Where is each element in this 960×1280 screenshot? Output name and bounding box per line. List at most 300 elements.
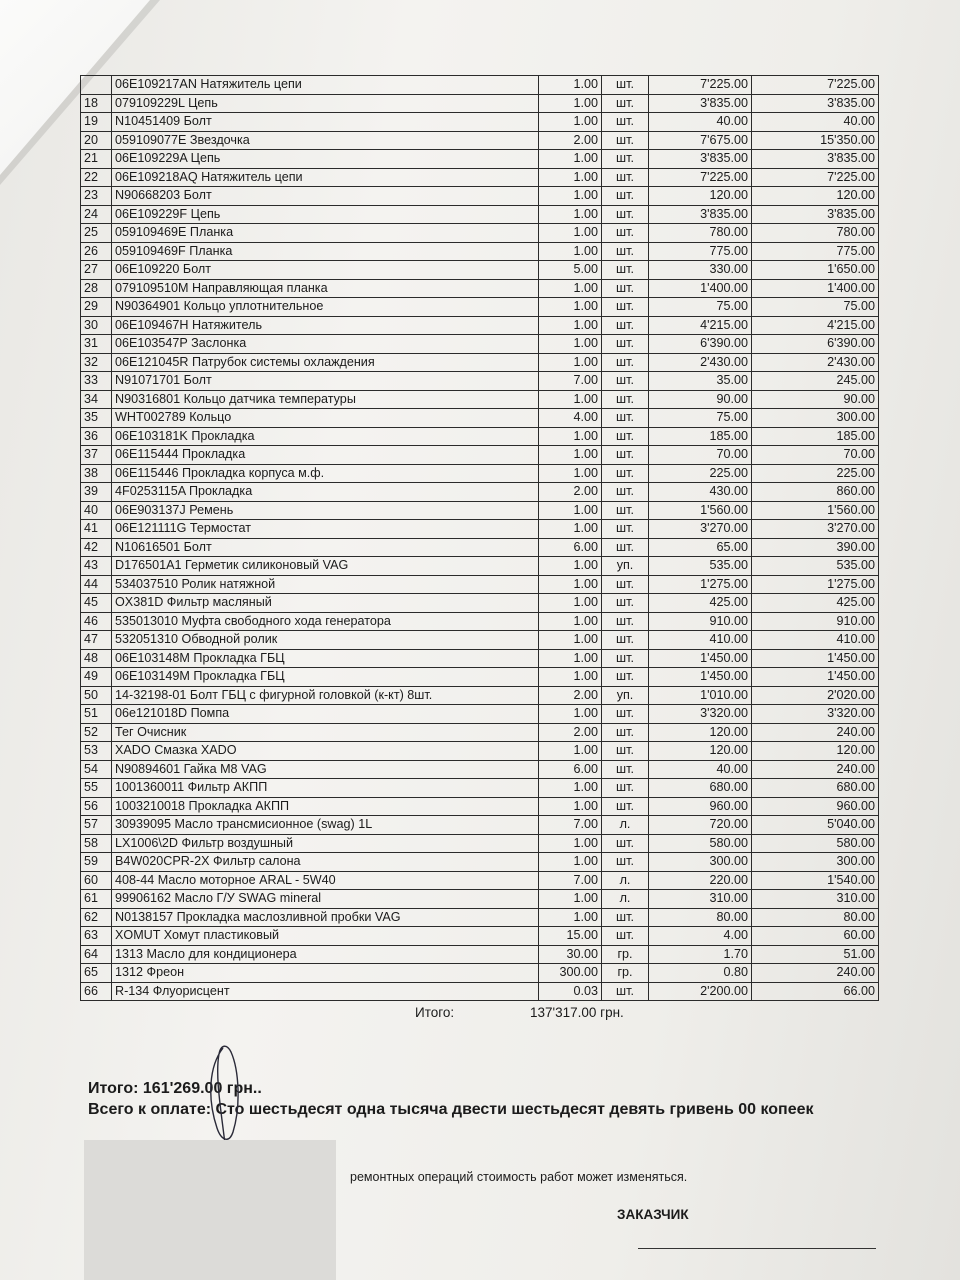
item-quantity: 1.00 (539, 649, 602, 668)
row-number: 32 (81, 353, 112, 372)
item-price: 120.00 (649, 187, 752, 206)
row-number: 35 (81, 409, 112, 428)
item-price: 960.00 (649, 797, 752, 816)
table-row (81, 705, 879, 724)
item-price: 3'320.00 (649, 705, 752, 724)
row-number: 52 (81, 723, 112, 742)
item-unit: шт. (602, 242, 649, 261)
item-price: 3'835.00 (649, 150, 752, 169)
item-name: LX1006\2D Фильтр воздушный (112, 834, 539, 853)
item-name: 06E109229A Цепь (112, 150, 539, 169)
item-name: 06E115444 Прокладка (112, 446, 539, 465)
item-quantity: 2.00 (539, 131, 602, 150)
item-quantity: 1.00 (539, 779, 602, 798)
item-unit: шт. (602, 390, 649, 409)
item-unit: шт. (602, 298, 649, 317)
table-row (81, 853, 879, 872)
item-name: 14-32198-01 Болт ГБЦ с фигурной головкой (к-кт) 8шт. (112, 686, 539, 705)
item-unit: шт. (602, 668, 649, 687)
item-unit: шт. (602, 594, 649, 613)
table-row (81, 187, 879, 206)
item-quantity: 2.00 (539, 723, 602, 742)
item-name: Тег Очисник (112, 723, 539, 742)
item-name: 532051310 Обводной ролик (112, 631, 539, 650)
item-unit: гр. (602, 945, 649, 964)
item-name: 06E121045R Патрубок системы охлаждения (112, 353, 539, 372)
item-sum: 310.00 (752, 890, 879, 909)
item-name: 059109469E Планка (112, 224, 539, 243)
item-sum: 535.00 (752, 557, 879, 576)
item-unit: шт. (602, 131, 649, 150)
row-number: 58 (81, 834, 112, 853)
item-sum: 66.00 (752, 982, 879, 1001)
item-sum: 15'350.00 (752, 131, 879, 150)
item-price: 40.00 (649, 113, 752, 132)
row-number: 25 (81, 224, 112, 243)
table-row (81, 575, 879, 594)
subtotal-label: Итого: (415, 1005, 455, 1020)
item-quantity: 1.00 (539, 94, 602, 113)
item-sum: 3'835.00 (752, 150, 879, 169)
item-unit: шт. (602, 150, 649, 169)
item-name: 1312 Фреон (112, 964, 539, 983)
table-row (81, 742, 879, 761)
item-name: 1313 Масло для кондиционера (112, 945, 539, 964)
row-number: 53 (81, 742, 112, 761)
table-row (81, 668, 879, 687)
item-name: 06E109467H Натяжитель (112, 316, 539, 335)
table-row (81, 631, 879, 650)
table-row (81, 409, 879, 428)
item-unit: шт. (602, 612, 649, 631)
item-unit: гр. (602, 964, 649, 983)
row-number: 66 (81, 982, 112, 1001)
row-number: 33 (81, 372, 112, 391)
item-quantity: 5.00 (539, 261, 602, 280)
item-sum: 60.00 (752, 927, 879, 946)
table-row (81, 723, 879, 742)
item-price: 720.00 (649, 816, 752, 835)
row-number: 50 (81, 686, 112, 705)
item-quantity: 1.00 (539, 501, 602, 520)
item-unit: шт. (602, 261, 649, 280)
item-sum: 1'400.00 (752, 279, 879, 298)
item-unit: шт. (602, 353, 649, 372)
table-row (81, 298, 879, 317)
item-name: 06E109220 Болт (112, 261, 539, 280)
item-sum: 7'225.00 (752, 168, 879, 187)
row-number: 64 (81, 945, 112, 964)
item-quantity: 1.00 (539, 279, 602, 298)
item-name: B4W020CPR-2X Фильтр салона (112, 853, 539, 872)
item-quantity: 7.00 (539, 871, 602, 890)
row-number: 30 (81, 316, 112, 335)
row-number: 45 (81, 594, 112, 613)
item-sum: 51.00 (752, 945, 879, 964)
item-sum: 240.00 (752, 723, 879, 742)
item-quantity: 1.00 (539, 594, 602, 613)
subtotal-value: 137'317.00 грн. (530, 1005, 624, 1020)
item-price: 775.00 (649, 242, 752, 261)
item-price: 70.00 (649, 446, 752, 465)
row-number: 23 (81, 187, 112, 206)
table-row (81, 871, 879, 890)
item-quantity: 1.00 (539, 205, 602, 224)
item-sum: 225.00 (752, 464, 879, 483)
item-price: 410.00 (649, 631, 752, 650)
item-quantity: 1.00 (539, 668, 602, 687)
item-price: 7'225.00 (649, 76, 752, 95)
table-row (81, 316, 879, 335)
item-sum: 120.00 (752, 187, 879, 206)
item-sum: 1'560.00 (752, 501, 879, 520)
item-price: 1'400.00 (649, 279, 752, 298)
item-sum: 75.00 (752, 298, 879, 317)
row-number: 28 (81, 279, 112, 298)
table-row (81, 261, 879, 280)
row-number: 61 (81, 890, 112, 909)
item-unit: шт. (602, 723, 649, 742)
row-number: 62 (81, 908, 112, 927)
table-row (81, 372, 879, 391)
table-row (81, 686, 879, 705)
item-unit: шт. (602, 538, 649, 557)
table-row (81, 242, 879, 261)
item-price: 6'390.00 (649, 335, 752, 354)
item-name: 06E109229F Цепь (112, 205, 539, 224)
item-name: 06E103149M Прокладка ГБЦ (112, 668, 539, 687)
item-name: OX381D Фильтр масляный (112, 594, 539, 613)
table-row (81, 427, 879, 446)
row-number: 27 (81, 261, 112, 280)
table-row (81, 94, 879, 113)
item-price: 300.00 (649, 853, 752, 872)
item-sum: 910.00 (752, 612, 879, 631)
item-price: 75.00 (649, 409, 752, 428)
table-row (81, 927, 879, 946)
item-unit: шт. (602, 760, 649, 779)
item-price: 7'225.00 (649, 168, 752, 187)
item-price: 1.70 (649, 945, 752, 964)
item-price: 7'675.00 (649, 131, 752, 150)
item-quantity: 1.00 (539, 298, 602, 317)
row-number: 59 (81, 853, 112, 872)
row-number: 24 (81, 205, 112, 224)
table-row (81, 945, 879, 964)
handwritten-mark (195, 1040, 255, 1150)
item-quantity: 1.00 (539, 853, 602, 872)
table-row (81, 76, 879, 95)
item-name: XADO Смазка XADO (112, 742, 539, 761)
item-price: 535.00 (649, 557, 752, 576)
amount-in-words: Всего к оплате: Сто шестьдесят одна тысяча двести шестьдесят девять гривень 00 копеек (88, 1101, 814, 1118)
item-sum: 245.00 (752, 372, 879, 391)
item-name: 06E121111G Термостат (112, 520, 539, 539)
item-quantity: 1.00 (539, 187, 602, 206)
table-row (81, 446, 879, 465)
redacted-area (84, 1140, 336, 1280)
item-sum: 240.00 (752, 760, 879, 779)
item-sum: 3'270.00 (752, 520, 879, 539)
item-quantity: 1.00 (539, 427, 602, 446)
item-unit: шт. (602, 335, 649, 354)
row-number: 37 (81, 446, 112, 465)
row-number: 22 (81, 168, 112, 187)
item-sum: 960.00 (752, 797, 879, 816)
item-name: N10616501 Болт (112, 538, 539, 557)
item-price: 1'450.00 (649, 668, 752, 687)
item-quantity: 2.00 (539, 483, 602, 502)
item-price: 90.00 (649, 390, 752, 409)
footer-note: ремонтных операций стоимость работ может изменяться. (350, 1170, 688, 1184)
table-row (81, 797, 879, 816)
item-sum: 185.00 (752, 427, 879, 446)
item-price: 330.00 (649, 261, 752, 280)
item-quantity: 1.00 (539, 908, 602, 927)
item-name: N10451409 Болт (112, 113, 539, 132)
table-row (81, 779, 879, 798)
item-name: 079109510M Направляющая планка (112, 279, 539, 298)
item-price: 3'270.00 (649, 520, 752, 539)
row-number: 42 (81, 538, 112, 557)
item-unit: шт. (602, 464, 649, 483)
row-number: 38 (81, 464, 112, 483)
item-name: 535013010 Муфта свободного хода генератора (112, 612, 539, 631)
row-number: 55 (81, 779, 112, 798)
item-sum: 120.00 (752, 742, 879, 761)
item-quantity: 1.00 (539, 557, 602, 576)
item-unit: шт. (602, 372, 649, 391)
item-quantity: 300.00 (539, 964, 602, 983)
row-number: 36 (81, 427, 112, 446)
row-number (81, 76, 112, 95)
item-unit: шт. (602, 575, 649, 594)
item-quantity: 6.00 (539, 538, 602, 557)
item-price: 120.00 (649, 742, 752, 761)
item-quantity: 15.00 (539, 927, 602, 946)
item-price: 80.00 (649, 908, 752, 927)
item-unit: шт. (602, 94, 649, 113)
table-row (81, 908, 879, 927)
row-number: 34 (81, 390, 112, 409)
item-sum: 410.00 (752, 631, 879, 650)
table-row (81, 150, 879, 169)
row-number: 49 (81, 668, 112, 687)
table-row (81, 483, 879, 502)
item-price: 1'010.00 (649, 686, 752, 705)
item-sum: 300.00 (752, 853, 879, 872)
item-quantity: 4.00 (539, 409, 602, 428)
item-price: 2'430.00 (649, 353, 752, 372)
item-sum: 390.00 (752, 538, 879, 557)
item-quantity: 7.00 (539, 372, 602, 391)
row-number: 54 (81, 760, 112, 779)
item-price: 430.00 (649, 483, 752, 502)
table-row (81, 501, 879, 520)
item-name: 06e121018D Помпа (112, 705, 539, 724)
table-row (81, 964, 879, 983)
table-row (81, 335, 879, 354)
table-row (81, 982, 879, 1001)
item-price: 1'450.00 (649, 649, 752, 668)
row-number: 31 (81, 335, 112, 354)
item-quantity: 1.00 (539, 150, 602, 169)
item-name: D176501A1 Герметик силиконовый VAG (112, 557, 539, 576)
item-quantity: 1.00 (539, 742, 602, 761)
item-quantity: 1.00 (539, 464, 602, 483)
item-sum: 425.00 (752, 594, 879, 613)
item-sum: 1'275.00 (752, 575, 879, 594)
item-quantity: 1.00 (539, 446, 602, 465)
table-row (81, 113, 879, 132)
table-row (81, 224, 879, 243)
item-name: 06E903137J Ремень (112, 501, 539, 520)
item-quantity: 2.00 (539, 686, 602, 705)
item-sum: 860.00 (752, 483, 879, 502)
item-unit: шт. (602, 742, 649, 761)
item-price: 225.00 (649, 464, 752, 483)
subtotal-line (80, 1005, 862, 1025)
item-unit: шт. (602, 316, 649, 335)
table-row (81, 760, 879, 779)
item-unit: шт. (602, 501, 649, 520)
item-price: 220.00 (649, 871, 752, 890)
item-sum: 2'020.00 (752, 686, 879, 705)
item-quantity: 7.00 (539, 816, 602, 835)
table-row (81, 390, 879, 409)
item-name: 408-44 Масло моторное ARAL - 5W40 (112, 871, 539, 890)
item-unit: шт. (602, 631, 649, 650)
item-price: 310.00 (649, 890, 752, 909)
row-number: 21 (81, 150, 112, 169)
item-quantity: 1.00 (539, 168, 602, 187)
item-name: 079109229L Цепь (112, 94, 539, 113)
table-row (81, 353, 879, 372)
table-row (81, 131, 879, 150)
item-name: N90894601 Гайка M8 VAG (112, 760, 539, 779)
row-number: 26 (81, 242, 112, 261)
item-price: 120.00 (649, 723, 752, 742)
item-unit: шт. (602, 834, 649, 853)
item-sum: 780.00 (752, 224, 879, 243)
item-name: N0138157 Прокладка маслозливной пробки VAG (112, 908, 539, 927)
item-name: 06E103547P Заслонка (112, 335, 539, 354)
item-name: N90364901 Кольцо уплотнительное (112, 298, 539, 317)
item-quantity: 1.00 (539, 834, 602, 853)
item-unit: шт. (602, 483, 649, 502)
item-sum: 40.00 (752, 113, 879, 132)
item-quantity: 1.00 (539, 113, 602, 132)
table-row (81, 612, 879, 631)
table-row (81, 834, 879, 853)
item-name: 30939095 Масло трансмисионное (swag) 1L (112, 816, 539, 835)
grand-total: Итого: 161'269.00 грн.. (88, 1080, 262, 1097)
item-name: XOMUT Хомут пластиковый (112, 927, 539, 946)
row-number: 19 (81, 113, 112, 132)
item-price: 580.00 (649, 834, 752, 853)
item-price: 4.00 (649, 927, 752, 946)
item-quantity: 1.00 (539, 890, 602, 909)
table-row (81, 890, 879, 909)
item-price: 0.80 (649, 964, 752, 983)
item-unit: уп. (602, 557, 649, 576)
item-quantity: 1.00 (539, 316, 602, 335)
row-number: 46 (81, 612, 112, 631)
item-sum: 775.00 (752, 242, 879, 261)
item-sum: 1'650.00 (752, 261, 879, 280)
item-unit: шт. (602, 982, 649, 1001)
row-number: 43 (81, 557, 112, 576)
item-name: 1003210018 Прокладка АКПП (112, 797, 539, 816)
item-price: 2'200.00 (649, 982, 752, 1001)
item-name: 1001360011 Фильтр АКПП (112, 779, 539, 798)
item-price: 780.00 (649, 224, 752, 243)
row-number: 44 (81, 575, 112, 594)
item-price: 680.00 (649, 779, 752, 798)
row-number: 57 (81, 816, 112, 835)
item-unit: шт. (602, 113, 649, 132)
item-name: WHT002789 Кольцо (112, 409, 539, 428)
item-name: R-134 Флуорисцент (112, 982, 539, 1001)
item-quantity: 30.00 (539, 945, 602, 964)
item-quantity: 6.00 (539, 760, 602, 779)
table-row (81, 168, 879, 187)
table-row (81, 816, 879, 835)
item-unit: шт. (602, 853, 649, 872)
parts-table (80, 75, 879, 1001)
item-quantity: 1.00 (539, 335, 602, 354)
item-sum: 2'430.00 (752, 353, 879, 372)
item-price: 425.00 (649, 594, 752, 613)
item-quantity: 1.00 (539, 575, 602, 594)
row-number: 63 (81, 927, 112, 946)
item-sum: 3'320.00 (752, 705, 879, 724)
item-unit: шт. (602, 224, 649, 243)
signature-line (638, 1248, 876, 1249)
item-name: N91071701 Болт (112, 372, 539, 391)
item-unit: шт. (602, 797, 649, 816)
item-unit: шт. (602, 446, 649, 465)
item-name: 059109469F Планка (112, 242, 539, 261)
item-unit: шт. (602, 279, 649, 298)
item-quantity: 1.00 (539, 353, 602, 372)
item-sum: 680.00 (752, 779, 879, 798)
item-sum: 4'215.00 (752, 316, 879, 335)
table-row (81, 205, 879, 224)
item-unit: шт. (602, 427, 649, 446)
row-number: 47 (81, 631, 112, 650)
item-sum: 300.00 (752, 409, 879, 428)
row-number: 56 (81, 797, 112, 816)
item-price: 3'835.00 (649, 94, 752, 113)
item-sum: 70.00 (752, 446, 879, 465)
item-price: 65.00 (649, 538, 752, 557)
table-row (81, 464, 879, 483)
item-unit: шт. (602, 76, 649, 95)
item-quantity: 1.00 (539, 631, 602, 650)
item-unit: шт. (602, 908, 649, 927)
row-number: 40 (81, 501, 112, 520)
item-quantity: 1.00 (539, 76, 602, 95)
item-sum: 580.00 (752, 834, 879, 853)
table-row (81, 279, 879, 298)
row-number: 65 (81, 964, 112, 983)
item-sum: 1'540.00 (752, 871, 879, 890)
item-sum: 240.00 (752, 964, 879, 983)
item-unit: шт. (602, 705, 649, 724)
item-price: 35.00 (649, 372, 752, 391)
item-name: 06E103148M Прокладка ГБЦ (112, 649, 539, 668)
